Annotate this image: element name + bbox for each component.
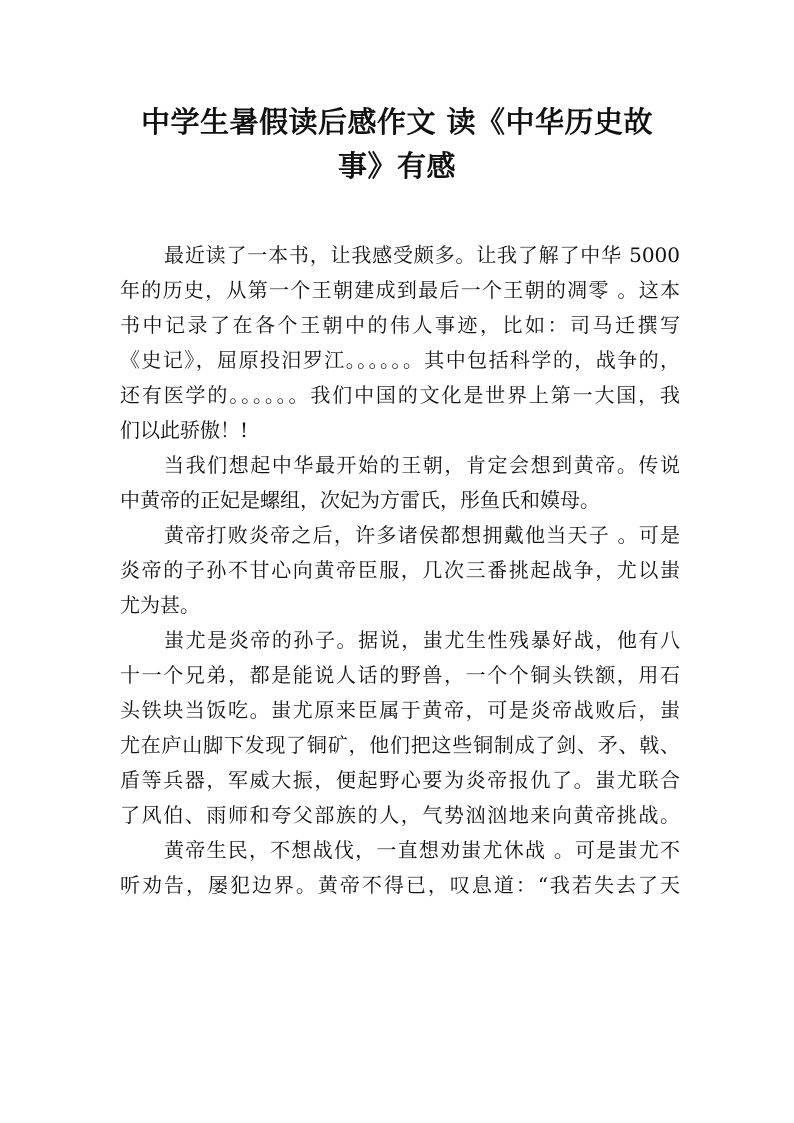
paragraph-line: 年的历史，从第一个王朝建成到最后一个王朝的凋零 。这本 [120,278,680,302]
paragraph-line: 《史记》，屈原投汨罗江。。。。。。其中包括科学的，战争的， [120,348,680,372]
paragraph-4 [120,623,680,833]
paragraph-5 [120,833,680,903]
paragraph-line: 当我们想起中华最开始的王朝，肯定会想到黄帝。传说 [164,453,680,477]
paragraph-line: 尤为甚。 [120,593,200,617]
paragraph-2 [120,448,680,518]
document-title [60,100,734,188]
paragraph-line: 了风伯、雨师和夸父部族的人，气势汹汹地来向黄帝挑战。 [120,803,680,827]
paragraph-line: 中黄帝的正妃是螺组，次妃为方雷氏，彤鱼氏和嫫母。 [120,488,600,512]
title-line-2: 事》有感 [337,149,456,183]
paragraph-line: 黄帝打败炎帝之后，许多诸侯都想拥戴他当天子 。可是 [164,523,680,547]
title-line-1: 中学生暑假读后感作文 读《中华历史故 [140,105,654,139]
paragraph-line: 炎帝的子孙不甘心向黄帝臣服，几次三番挑起战争，尤以蚩 [120,558,680,582]
paragraph-line: 书中记录了在各个王朝中的伟人事迹，比如：司马迁撰写 [120,313,680,337]
paragraph-3 [120,518,680,623]
paragraph-line: 最近读了一本书，让我感受颇多。让我了解了中华 5000 [164,243,680,267]
paragraph-line: 盾等兵器，军威大振，便起野心要为炎帝报仇了。蚩尤联合 [120,768,680,792]
paragraph-line: 尤在庐山脚下发现了铜矿，他们把这些铜制成了剑、矛、戟、 [120,733,680,757]
paragraph-1 [120,238,680,448]
paragraph-line: 十一个兄弟，都是能说人话的野兽，一个个铜头铁额，用石 [120,663,680,687]
document-body [120,238,680,903]
paragraph-line: 蚩尤是炎帝的孙子。据说，蚩尤生性残暴好战，他有八 [164,628,680,652]
paragraph-line: 们以此骄傲！! [120,418,249,442]
paragraph-line: 还有医学的。。。。。。我们中国的文化是世界上第一大国，我 [120,383,680,407]
paragraph-line: 头铁块当饭吃。蚩尤原来臣属于黄帝，可是炎帝战败后，蚩 [120,698,680,722]
paragraph-line: 听劝告，屡犯边界。黄帝不得已，叹息道：“我若失去了天 [120,873,680,897]
paragraph-line: 黄帝生民，不想战伐，一直想劝蚩尤休战 。可是蚩尤不 [164,838,680,862]
